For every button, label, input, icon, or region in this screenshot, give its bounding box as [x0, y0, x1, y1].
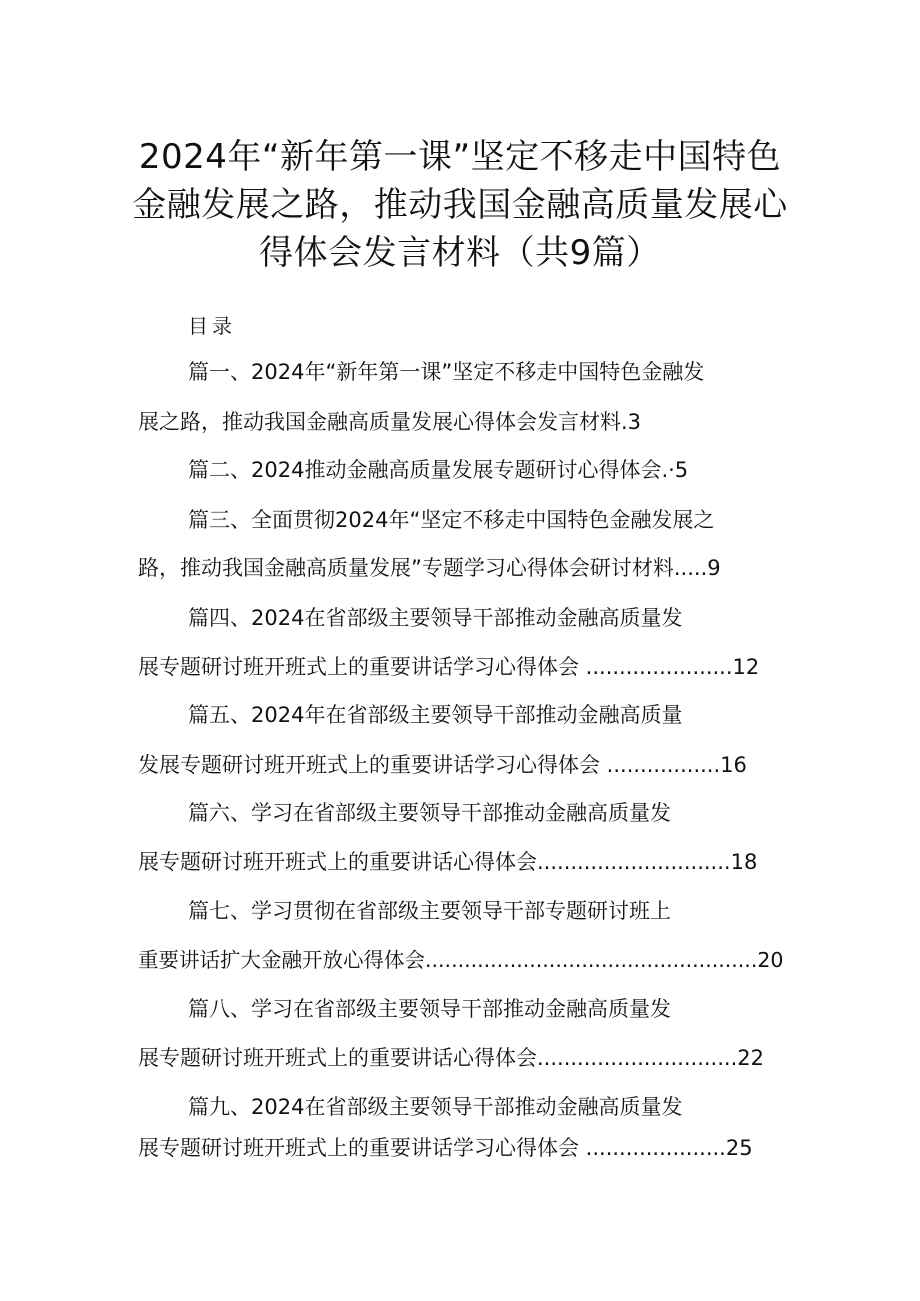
title-line-1: 2024年“新年第一课”坚定不移走中国特色 [138, 137, 782, 177]
toc-entry-8-line-1[interactable]: 篇八、学习在省部级主要领导干部推动金融高质量发 [188, 997, 671, 1021]
toc-entry-7-line-2[interactable]: 重要讲话扩大金融开放心得体会...................................................20 [138, 948, 784, 972]
toc-entry-9-line-1[interactable]: 篇九、2024在省部级主要领导干部推动金融高质量发 [188, 1095, 683, 1119]
toc-entry-2-line-1[interactable]: 篇二、2024推动金融高质量发展专题研讨心得体会.·5 [188, 458, 689, 482]
toc-heading: 目录 [188, 314, 236, 338]
toc-entry-7-line-1[interactable]: 篇七、学习贯彻在省部级主要领导干部专题研讨班上 [188, 899, 671, 923]
toc-entry-6-line-2[interactable]: 展专题研讨班开班式上的重要讲话心得体会.............................18 [138, 850, 758, 874]
toc-entry-1-line-2[interactable]: 展之路，推动我国金融高质量发展心得体会发言材料.3 [138, 410, 642, 434]
toc-entry-4-line-2[interactable]: 展专题研讨班开班式上的重要讲话学习心得体会 ......................12 [138, 655, 760, 679]
toc-entry-1-line-1[interactable]: 篇一、2024年“新年第一课”坚定不移走中国特色金融发 [188, 360, 705, 384]
document-title [120, 133, 800, 277]
toc-entry-4-line-1[interactable]: 篇四、2024在省部级主要领导干部推动金融高质量发 [188, 606, 683, 630]
title-line-3: 得体会发言材料（共9篇） [259, 233, 661, 273]
toc-entry-8-line-2[interactable]: 展专题研讨班开班式上的重要讲话心得体会..............................22 [138, 1046, 764, 1070]
toc-entry-6-line-1[interactable]: 篇六、学习在省部级主要领导干部推动金融高质量发 [188, 801, 671, 825]
title-line-2: 金融发展之路，推动我国金融高质量发展心 [132, 185, 788, 225]
toc-entry-3-line-2[interactable]: 路，推动我国金融高质量发展”专题学习心得体会研讨材料.....9 [138, 556, 721, 580]
toc-entry-9-line-2[interactable]: 展专题研讨班开班式上的重要讲话学习心得体会 .....................25 [138, 1136, 753, 1160]
toc-entry-3-line-1[interactable]: 篇三、全面贯彻2024年“坚定不移走中国特色金融发展之 [188, 508, 715, 532]
toc-entry-5-line-2[interactable]: 发展专题研讨班开班式上的重要讲话学习心得体会 .................16 [138, 753, 747, 777]
toc-entry-5-line-1[interactable]: 篇五、2024年在省部级主要领导干部推动金融高质量 [188, 703, 683, 727]
